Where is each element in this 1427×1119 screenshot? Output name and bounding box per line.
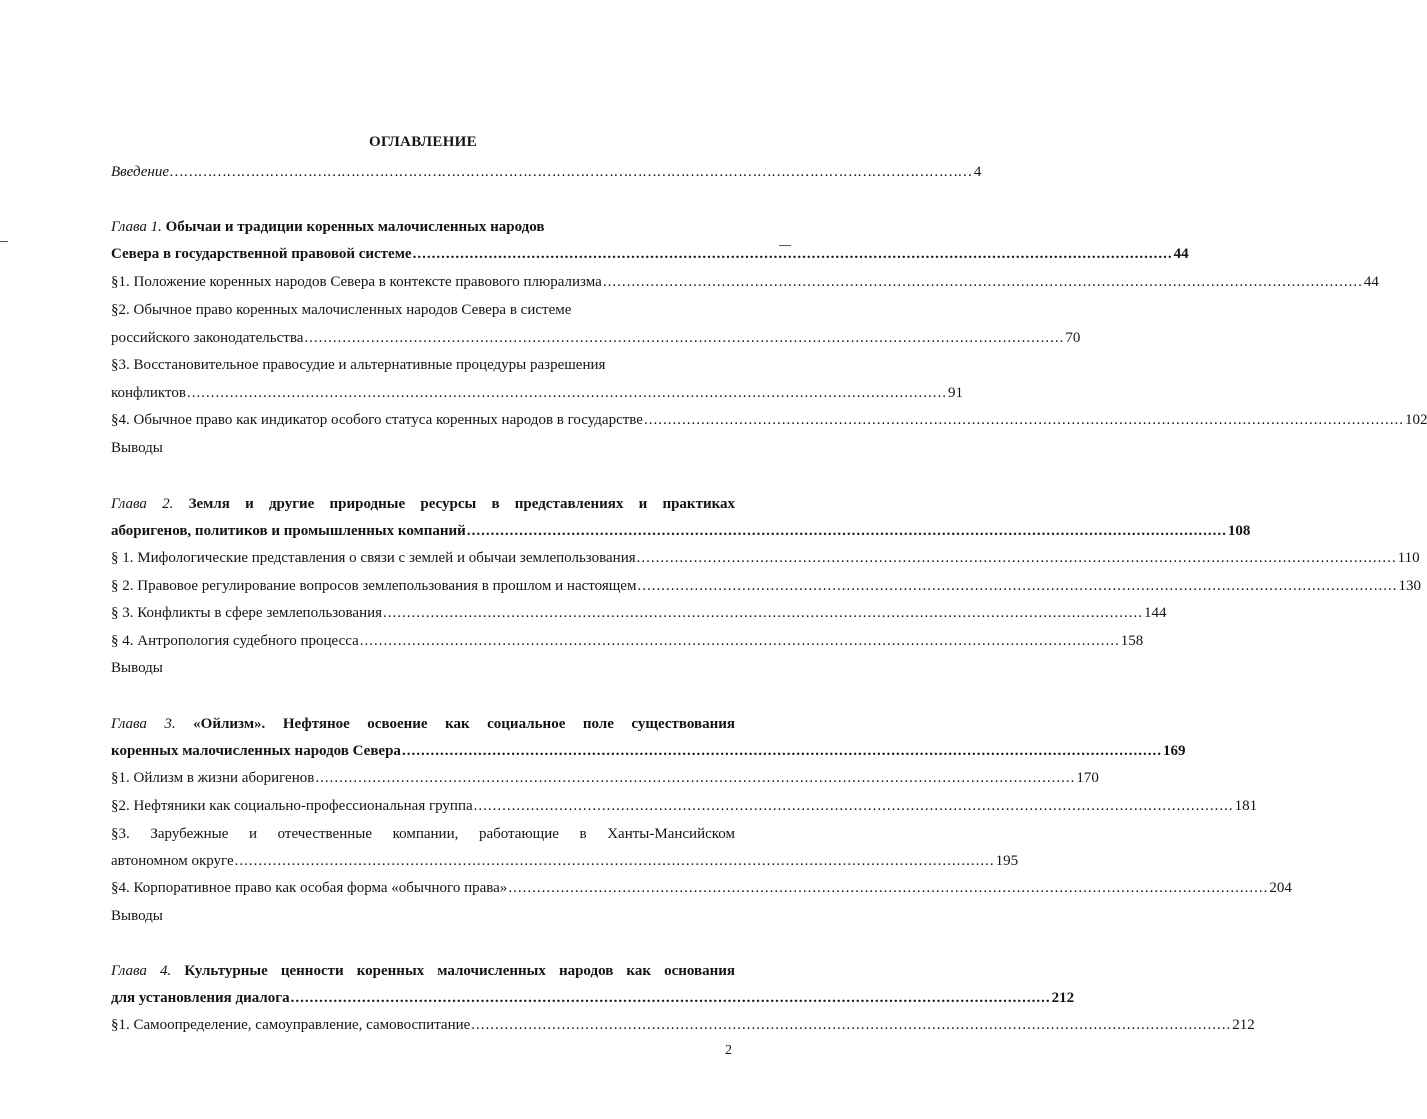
toc-heading: ОГЛАВЛЕНИЕ <box>369 134 477 150</box>
chapter3-title-line1 <box>111 714 735 734</box>
chapter2-conclusion: Выводы <box>111 660 163 676</box>
dot-leader: ................................................................................................................................................................ <box>471 1017 1232 1033</box>
chapter3-prefix: Глава 3. <box>111 716 176 732</box>
toc-entry-ch1-s4 <box>111 410 1427 430</box>
toc-entry-ch3-s4 <box>111 878 1292 898</box>
toc-entry-ch4-s1 <box>111 1015 1255 1035</box>
section-page: 44 <box>1363 274 1379 290</box>
toc-entry-ch1-s2-line1: §2. Обычное право коренных малочисленных народов Севера в системе <box>111 302 572 318</box>
chapter4-title-line2 <box>111 988 1075 1008</box>
section-page: 195 <box>995 853 1019 869</box>
section-text: конфликтов <box>111 385 186 401</box>
dot-leader: …………………………………………………………………………………………………………………………………………………… <box>170 164 973 180</box>
toc-entry-ch3-s3-line1: §3. Зарубежные и отечественные компании, работающие в Ханты-Мансийском <box>111 826 735 842</box>
chapter4-title-part1: Культурные ценности коренных малочисленных народов как основания <box>184 963 735 979</box>
section-page: 102 <box>1404 412 1427 428</box>
chapter3-title-part1: «Ойлизм». Нефтяное освоение как социальное поле существования <box>193 716 736 732</box>
dot-leader: ................................................................................................................................................................ <box>359 633 1120 649</box>
section-text: §2. Нефтяники как социально-профессиональная группа <box>111 798 473 814</box>
dot-leader: ................................................................................................................................................................ <box>473 798 1234 814</box>
dot-leader: ................................................................................................................................................................ <box>412 246 1173 262</box>
section-page: 144 <box>1144 605 1167 621</box>
chapter1-title-line2 <box>111 244 1189 264</box>
chapter1-title-part2: Севера в государственной правовой системе <box>111 246 412 262</box>
intro-page: 4 <box>973 164 982 180</box>
chapter1-title-part1: Обычаи и традиции коренных малочисленных народов <box>165 219 545 235</box>
dot-leader: ................................................................................................................................................................ <box>234 853 995 869</box>
intro-label: Введение <box>111 164 169 180</box>
chapter2-page: 108 <box>1227 523 1251 539</box>
chapter3-title-line2 <box>111 741 1186 761</box>
section-text: §4. Корпоративное право как особая форма «обычного права» <box>111 880 508 896</box>
chapter2-title-part2: аборигенов, политиков и промышленных компаний <box>111 523 466 539</box>
chapter3-conclusion: Выводы <box>111 908 163 924</box>
dot-leader: ................................................................................................................................................................ <box>643 412 1404 428</box>
section-text: § 4. Антропология судебного процесса <box>111 633 359 649</box>
section-text: автономном округе <box>111 853 234 869</box>
toc-entry-ch1-s1 <box>111 272 1379 292</box>
toc-entry-ch1-s2-line2 <box>111 328 1081 348</box>
chapter2-title-line1 <box>111 494 735 514</box>
chapter2-title-line2 <box>111 521 1251 541</box>
toc-entry-ch3-s1 <box>111 768 1099 788</box>
toc-entry-ch3-s2 <box>111 796 1258 816</box>
dot-leader: ................................................................................................................................................................ <box>304 330 1065 346</box>
chapter2-prefix: Глава 2. <box>111 496 174 512</box>
section-text: §4. Обычное право как индикатор особого статуса коренных народов в государстве <box>111 412 643 428</box>
section-page: 204 <box>1269 880 1292 896</box>
section-page: 130 <box>1398 578 1421 594</box>
chapter1-prefix: Глава 1. <box>111 219 162 235</box>
toc-entry-ch2-s1 <box>111 548 1420 568</box>
section-page: 91 <box>947 385 963 401</box>
dot-leader: ................................................................................................................................................................ <box>636 550 1397 566</box>
chapter4-title-line1 <box>111 961 735 981</box>
section-text: российского законодательства <box>111 330 304 346</box>
section-text: §1. Самоопределение, самоуправление, самовоспитание <box>111 1017 471 1033</box>
section-text: § 1. Мифологические представления о связи с землей и обычаи землепользования <box>111 550 636 566</box>
toc-entry-ch1-s3-line1: §3. Восстановительное правосудие и альтернативные процедуры разрешения <box>111 357 606 373</box>
chapter2-title-part1: Земля и другие природные ресурсы в представлениях и практиках <box>188 496 736 512</box>
dot-leader: ................................................................................................................................................................ <box>383 605 1144 621</box>
dot-leader: ................................................................................................................................................................ <box>290 990 1051 1006</box>
section-text: § 2. Правовое регулирование вопросов землепользования в прошлом и настоящем <box>111 578 637 594</box>
toc-entry-ch3-s3-line2 <box>111 851 1019 871</box>
scan-artifact-left <box>0 241 8 242</box>
dot-leader: ................................................................................................................................................................ <box>466 523 1227 539</box>
section-text: §1. Ойлизм в жизни аборигенов <box>111 770 315 786</box>
section-text: § 3. Конфликты в сфере землепользования <box>111 605 383 621</box>
chapter4-title-part2: для установления диалога <box>111 990 290 1006</box>
chapter1-page: 44 <box>1173 246 1189 262</box>
section-page: 212 <box>1232 1017 1255 1033</box>
toc-entry-intro <box>111 162 982 182</box>
chapter1-conclusion: Выводы <box>111 440 163 456</box>
dot-leader: ................................................................................................................................................................ <box>315 770 1076 786</box>
chapter1-title-line1 <box>111 217 735 237</box>
chapter4-page: 212 <box>1051 990 1075 1006</box>
dot-leader: ................................................................................................................................................................ <box>186 385 947 401</box>
section-text: §1. Положение коренных народов Севера в контексте правового плюрализма <box>111 274 602 290</box>
chapter3-page: 169 <box>1162 743 1186 759</box>
section-page: 110 <box>1397 550 1420 566</box>
toc-entry-ch2-s3 <box>111 603 1167 623</box>
section-page: 158 <box>1120 633 1144 649</box>
page-number: 2 <box>725 1043 732 1058</box>
chapter3-title-part2: коренных малочисленных народов Севера <box>111 743 401 759</box>
dot-leader: ................................................................................................................................................................ <box>401 743 1162 759</box>
section-page: 181 <box>1234 798 1258 814</box>
toc-entry-ch2-s2 <box>111 576 1421 596</box>
toc-entry-ch2-s4 <box>111 631 1144 651</box>
section-page: 170 <box>1076 770 1099 786</box>
section-page: 70 <box>1065 330 1081 346</box>
dot-leader: ................................................................................................................................................................ <box>637 578 1398 594</box>
chapter4-prefix: Глава 4. <box>111 963 172 979</box>
dot-leader: ................................................................................................................................................................ <box>602 274 1363 290</box>
toc-entry-ch1-s3-line2 <box>111 383 963 403</box>
dot-leader: ................................................................................................................................................................ <box>508 880 1269 896</box>
